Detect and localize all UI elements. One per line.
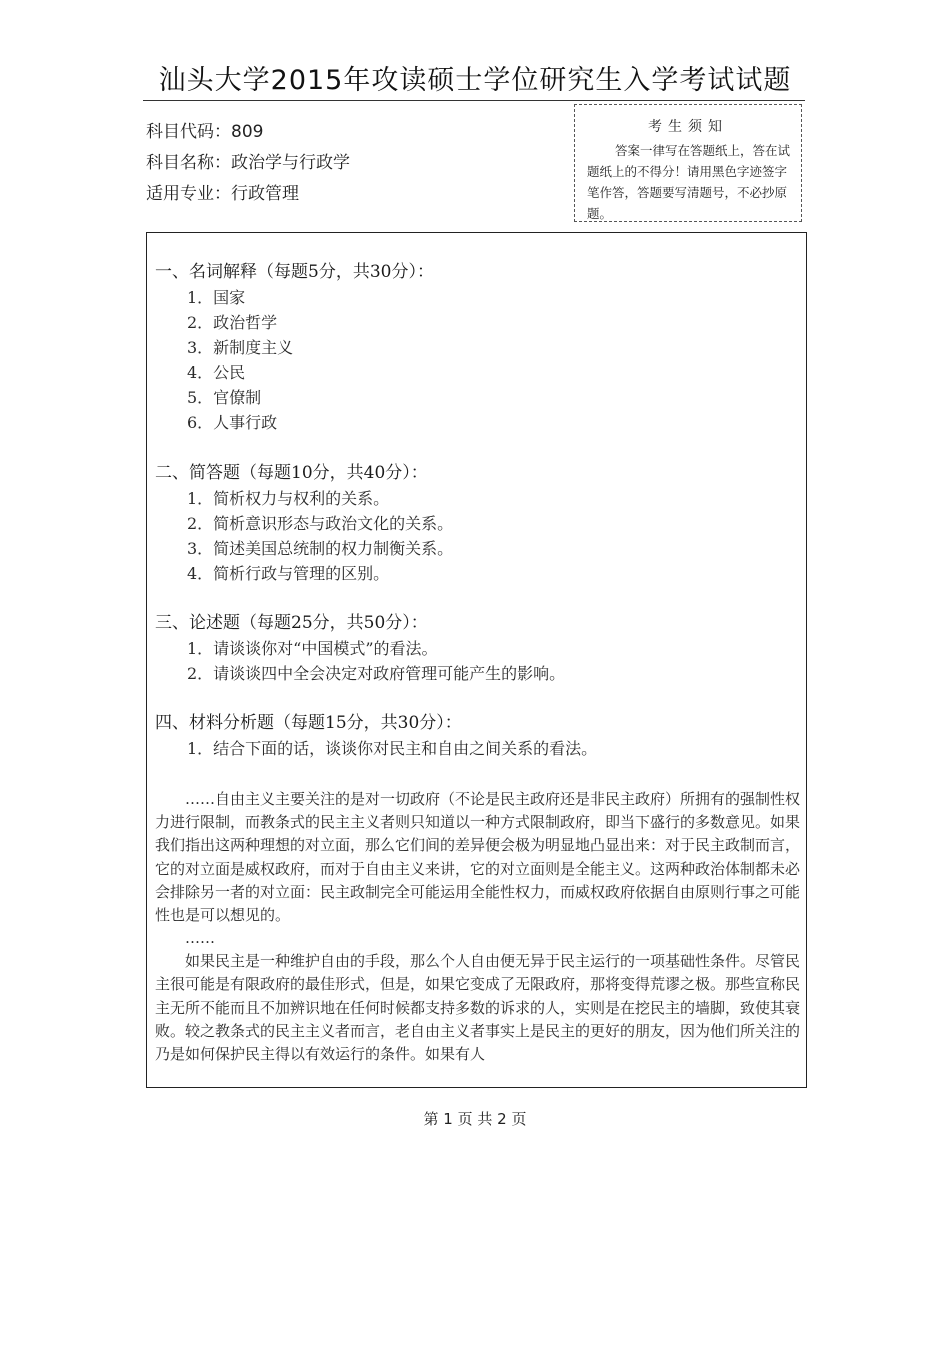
question-item: 3．简述美国总统制的权力制衡关系。: [187, 539, 454, 558]
section-term-explanation: [155, 259, 800, 435]
section-essay: [155, 610, 800, 686]
passage-paragraph: ……自由主义主要关注的是对一切政府（不论是民主政府还是非民主政府）所拥有的强制性权力进行限制，而教条式的民主主义者则只知道以一种方式限制政府，即当下盛行的多数意见。如果我们指出这两种理想的对立面，那么它们间的差异便会极为明显地凸显出来：对于民主政制而言，它的对立面是威权政府，而对于自由主义来讲，它的对立面则是全能主义。这两种政治体制都未必会排除另一者的对立面：民主政制完全可能运用全能性权力，而威权政府依据自由原则行事之可能性也是可以想见的。: [155, 790, 801, 925]
question-item: 4．简析行政与管理的区别。: [187, 564, 390, 583]
question-item: 2．政治哲学: [187, 313, 278, 332]
subject-info: [146, 117, 350, 210]
exam-title: 汕头大学2015年攻读硕士学位研究生入学考试试题: [158, 65, 792, 96]
notice-title: 考生须知: [648, 119, 728, 135]
applicable-major: 适用专业：行政管理: [146, 184, 299, 204]
passage-paragraph: 如果民主是一种维护自由的手段，那么个人自由便无异于民主运行的一项基础性条件。尽管民主很可能是有限政府的最佳形式，但是，如果它变成了无限政府，那将变得荒谬之极。那些宣称民主无所不能而且不加辨识地在任何时候都支持多数的诉求的人，实则是在挖民主的墙脚，致使其衰败。较之教条式的民主主义者而言，老自由主义者事实上是民主的更好的朋友，因为他们所关注的乃是如何保护民主得以有效运行的条件。如果有人: [155, 952, 801, 1064]
section-material-analysis: [155, 710, 800, 761]
question-item: 1．国家: [187, 288, 246, 307]
subject-name: 科目名称：政治学与行政学: [146, 153, 350, 173]
question-item: 4．公民: [187, 363, 246, 382]
section-short-answer: [155, 460, 800, 586]
section-heading: 四、材料分析题（每题15分，共30分）：: [155, 713, 462, 733]
title-divider: [143, 100, 805, 101]
question-frame: [146, 232, 807, 1088]
question-item: 2．简析意识形态与政治文化的关系。: [187, 514, 454, 533]
question-item: 6．人事行政: [187, 413, 278, 432]
section-heading: 一、名词解释（每题5分，共30分）：: [155, 262, 434, 282]
question-item: 3．新制度主义: [187, 338, 294, 357]
notice-text: 答案一律写在答题纸上，答在试题纸上的不得分！请用黑色字迹签字笔作答，答题要写清题号，不必抄原题。: [587, 143, 791, 221]
question-item: 1．简析权力与权利的关系。: [187, 489, 390, 508]
question-item: 1．请谈谈你对“中国模式”的看法。: [187, 639, 438, 658]
page-number: 第 1 页 共 2 页: [423, 1110, 527, 1128]
question-item: 2．请谈谈四中全会决定对政府管理可能产生的影响。: [187, 664, 566, 683]
candidate-notice-box: [574, 104, 802, 222]
question-item: 1．结合下面的话，谈谈你对民主和自由之间关系的看法。: [187, 739, 598, 758]
passage-ellipsis: ……: [185, 929, 215, 948]
material-passage: [155, 788, 800, 1066]
subject-code: 科目代码：809: [146, 122, 264, 142]
question-item: 5．官僚制: [187, 388, 262, 407]
section-heading: 二、简答题（每题10分，共40分）：: [155, 463, 428, 483]
section-heading: 三、论述题（每题25分，共50分）：: [155, 613, 428, 633]
